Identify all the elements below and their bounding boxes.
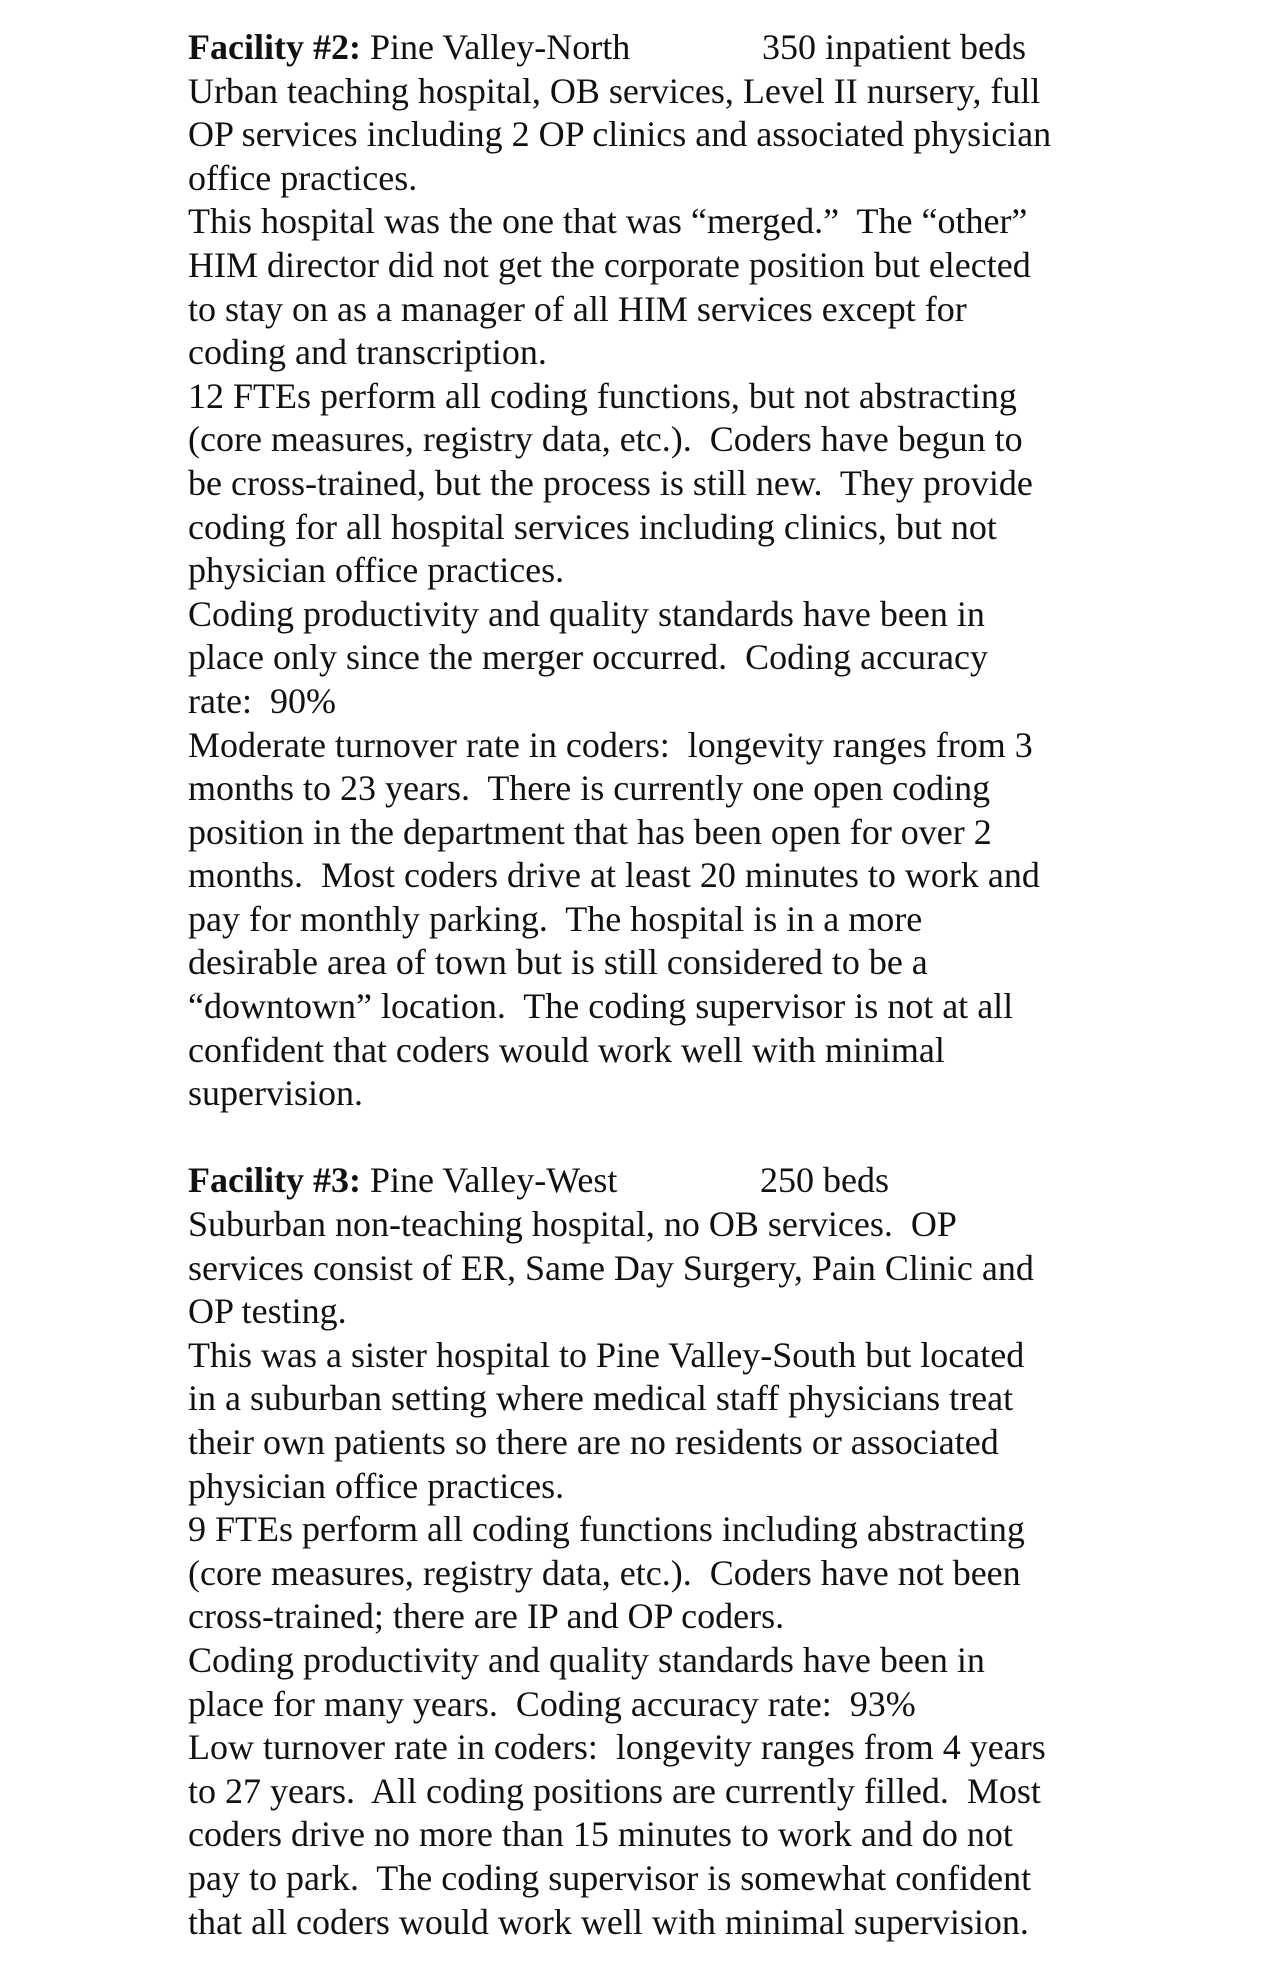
facility-3-line: cross-trained; there are IP and OP coders. <box>188 1596 785 1637</box>
facility-3-line: place for many years. Coding accuracy rate: 93% <box>188 1683 916 1724</box>
facility-2-line: desirable area of town but is still considered to be a <box>188 942 928 983</box>
facility-2-line: OP services including 2 OP clinics and associated physician <box>188 114 1052 155</box>
facility-2-name: Pine Valley-North <box>369 27 631 67</box>
facility-3-line: physician office practices. <box>188 1465 565 1506</box>
facility-2-line: to stay on as a manager of all HIM services except for <box>188 288 967 329</box>
facility-2-line: office practices. <box>188 157 418 198</box>
facility-3-line: in a suburban setting where medical staff physicians treat <box>188 1378 1014 1419</box>
facility-2-line: confident that coders would work well with minimal <box>188 1029 945 1070</box>
facility-2-line: coding and transcription. <box>188 332 547 373</box>
facility-3-line: This was a sister hospital to Pine Valley-South but located <box>188 1334 1025 1375</box>
facility-3-line: that all coders would work well with minimal supervision. <box>188 1901 1029 1942</box>
facility-3-label: Facility #3: <box>188 1160 361 1201</box>
facility-2-line: months. Most coders drive at least 20 minutes to work and <box>188 855 1040 896</box>
facility-3-line: Coding productivity and quality standards have been in <box>188 1639 985 1680</box>
facility-2-line: This hospital was the one that was “merged.” The “other” <box>188 201 1028 242</box>
facility-2-line: 12 FTEs perform all coding functions, but not abstracting <box>188 375 1017 416</box>
facility-3-line: (core measures, registry data, etc.). Coders have not been <box>188 1552 1021 1593</box>
facility-3-line: Suburban non-teaching hospital, no OB services. OP <box>188 1204 957 1245</box>
facility-2-line: pay for monthly parking. The hospital is in a more <box>188 898 923 939</box>
facility-3-heading <box>188 1159 1188 1203</box>
facility-3-line: their own patients so there are no residents or associated <box>188 1422 999 1462</box>
facility-2-line: HIM director did not get the corporate position but elected <box>188 244 1031 285</box>
facility-3-line: services consist of ER, Same Day Surgery, Pain Clinic and <box>188 1247 1034 1288</box>
facility-3-line: coders drive no more than 15 minutes to work and do not <box>188 1814 1013 1855</box>
facility-2-line: rate: 90% <box>188 680 336 721</box>
facility-2-heading <box>188 26 1188 70</box>
facility-3-body <box>188 1203 1188 1944</box>
facility-2-line: Urban teaching hospital, OB services, Level II nursery, full <box>188 70 1041 111</box>
facility-3-beds: 250 beds <box>760 1160 889 1201</box>
facility-3-line: pay to park. The coding supervisor is somewhat confident <box>188 1857 1032 1898</box>
facility-2-line: Coding productivity and quality standards have been in <box>188 593 985 634</box>
facility-3-line: OP testing. <box>188 1291 347 1332</box>
facility-2-beds: 350 inpatient beds <box>762 27 1026 67</box>
facility-3-line: to 27 years. All coding positions are currently filled. Most <box>188 1770 1041 1811</box>
facility-2-line: Moderate turnover rate in coders: longevity ranges from 3 <box>188 724 1033 765</box>
facility-2-line: physician office practices. <box>188 550 565 591</box>
facility-2-line: supervision. <box>188 1073 363 1114</box>
facility-2-body <box>188 70 1188 1116</box>
facility-2-line: coding for all hospital services including clinics, but not <box>188 506 997 547</box>
facility-2-line: months to 23 years. There is currently one open coding <box>188 768 991 809</box>
facility-3-name: Pine Valley-West <box>369 1160 618 1201</box>
facility-2-line: (core measures, registry data, etc.). Coders have begun to <box>188 419 1023 460</box>
facility-3-line: Low turnover rate in coders: longevity ranges from 4 years <box>188 1727 1046 1768</box>
facility-2-line: position in the department that has been open for over 2 <box>188 811 992 852</box>
facility-2-line: “downtown” location. The coding supervisor is not at all <box>188 986 1014 1027</box>
section-spacer <box>188 1116 1188 1160</box>
facility-2-line: place only since the merger occurred. Coding accuracy <box>188 637 988 678</box>
facility-3-line: 9 FTEs perform all coding functions including abstracting <box>188 1509 1025 1550</box>
facility-2-label: Facility #2: <box>188 27 361 67</box>
facility-2-line: be cross-trained, but the process is still new. They provide <box>188 462 1033 503</box>
document-body <box>188 26 1188 1944</box>
